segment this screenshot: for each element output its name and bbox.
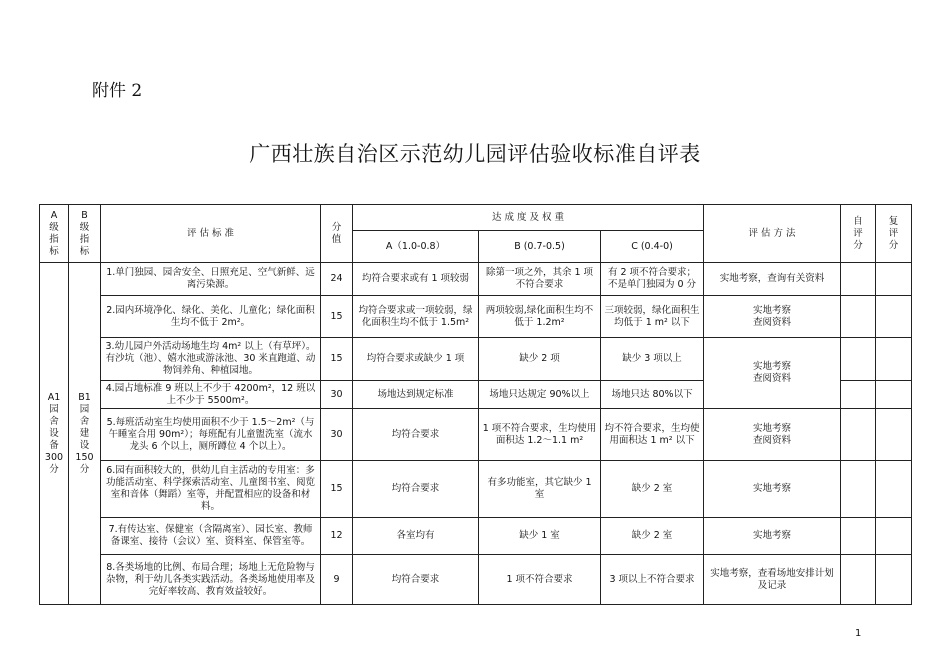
level-b-cell: 两项较弱,绿化面积生均不低于 1.2m²: [479, 296, 601, 338]
attachment-label: 附件 2: [92, 81, 143, 101]
level-a-cell: 各室均有: [353, 518, 479, 555]
level-a-cell: 均符合要求或一项较弱，绿化面积生均不低于 1.5m²: [353, 296, 479, 338]
self-score-cell[interactable]: [841, 555, 876, 605]
level-a-cell: 均符合要求或缺少 1 项: [353, 338, 479, 381]
level-c-cell: 缺少 2 室: [601, 461, 704, 518]
level-a-cell: 均符合要求: [353, 555, 479, 605]
level-b-cell: 缺少 2 项: [479, 338, 601, 381]
level-a-cell: 场地达到规定标准: [353, 381, 479, 409]
score-cell: 12: [321, 518, 353, 555]
level-b-cell: 1 项不符合要求，生均使用面积达 1.2～1.1 m²: [479, 409, 601, 461]
criteria-cell: 5.每班活动室生均使用面积不少于 1.5～2m²（与午睡室合用 90m²）；每班配有儿童盥洗室（流水龙头 6 个以上，厕所蹲位 4 个以上）。: [101, 409, 321, 461]
criteria-cell: 6.园有面积较大的，供幼儿自主活动的专用室：多功能活动室、科学探索活动室、儿童图书室、阅览室和音体（舞蹈）室等，并配置相应的设备和材料。: [101, 461, 321, 518]
self-score-cell[interactable]: [841, 409, 876, 461]
evaluation-table: [39, 204, 912, 605]
criteria-cell: 4.园占地标准 9 班以上不少于 4200m²，12 班以上不少于 5500m²。: [101, 381, 321, 409]
header-method: 评 估 方 法: [704, 205, 841, 263]
level-b-cell: 缺少 1 室: [479, 518, 601, 555]
score-cell: 15: [321, 296, 353, 338]
criteria-cell: 2.园内环境净化、绿化、美化、儿童化；绿化面积生均不低于 2m²。: [101, 296, 321, 338]
self-score-cell[interactable]: [841, 381, 876, 409]
table-row: [40, 555, 912, 605]
page-number: 1: [855, 628, 862, 639]
method-cell: 实地考察 查阅资料: [704, 338, 841, 409]
review-score-cell[interactable]: [876, 263, 912, 296]
level-a-cell: 均符合要求: [353, 461, 479, 518]
self-score-cell[interactable]: [841, 461, 876, 518]
table-row: [40, 263, 912, 296]
criteria-cell: 1.单门独园、园舍安全、日照充足、空气新鲜、远离污染源。: [101, 263, 321, 296]
level-a-cell: 均符合要求或有 1 项较弱: [353, 263, 479, 296]
review-score-cell[interactable]: [876, 381, 912, 409]
level-b-cell: 有多功能室，其它缺少 1 室: [479, 461, 601, 518]
table-row: [40, 338, 912, 381]
self-score-cell[interactable]: [841, 263, 876, 296]
page-title: 广西壮族自治区示范幼儿园评估验收标准自评表: [249, 142, 701, 166]
b1-indicator: B1 园 舍 建 设 150 分: [69, 263, 101, 605]
review-score-cell[interactable]: [876, 296, 912, 338]
header-score: 分 值: [321, 205, 353, 263]
level-c-cell: 缺少 2 室: [601, 518, 704, 555]
criteria-cell: 7.有传达室、保健室（含隔离室）、园长室、教师备课室、接待（会议）室、资料室、保管室等。: [101, 518, 321, 555]
method-cell: 实地考察: [704, 518, 841, 555]
method-cell: 实地考察 查阅资料: [704, 296, 841, 338]
level-a-cell: 均符合要求: [353, 409, 479, 461]
method-cell: 实地考察，查询有关资料: [704, 263, 841, 296]
criteria-cell: 3.幼儿园户外活动场地生均 4m² 以上（有草坪）。有沙坑（池）、嬉水池或游泳池、30 米直跑道、动物饲养角、种植园地。: [101, 338, 321, 381]
table-row: [40, 409, 912, 461]
table-row: [40, 296, 912, 338]
score-cell: 15: [321, 461, 353, 518]
level-c-cell: 有 2 项不符合要求；不是单门独园为 0 分: [601, 263, 704, 296]
score-cell: 24: [321, 263, 353, 296]
header-criteria: 评 估 标 准: [101, 205, 321, 263]
level-c-cell: 场地只达 80%以下: [601, 381, 704, 409]
review-score-cell[interactable]: [876, 409, 912, 461]
a1-indicator: A1 园 舍 设 备 300 分: [40, 263, 69, 605]
header-self-score: 自 评 分: [841, 205, 876, 263]
review-score-cell[interactable]: [876, 555, 912, 605]
self-score-cell[interactable]: [841, 296, 876, 338]
self-score-cell[interactable]: [841, 518, 876, 555]
method-cell: 实地考察: [704, 461, 841, 518]
self-score-cell[interactable]: [841, 338, 876, 381]
review-score-cell[interactable]: [876, 518, 912, 555]
method-cell: 实地考察 查阅资料: [704, 409, 841, 461]
header-a-level: A 级 指 标: [40, 205, 69, 263]
level-c-cell: 缺少 3 项以上: [601, 338, 704, 381]
method-cell: 实地考察，查看场地安排计划及记录: [704, 555, 841, 605]
level-c-cell: 均不符合要求，生均使用面积达 1 m² 以下: [601, 409, 704, 461]
header-level-b: B (0.7-0.5): [479, 231, 601, 263]
header-review-score: 复 评 分: [876, 205, 912, 263]
header-level-a: A（1.0-0.8）: [353, 231, 479, 263]
level-b-cell: 除第一项之外，其余 1 项不符合要求: [479, 263, 601, 296]
level-c-cell: 3 项以上不符合要求: [601, 555, 704, 605]
review-score-cell[interactable]: [876, 338, 912, 381]
score-cell: 15: [321, 338, 353, 381]
level-b-cell: 场地只达规定 90%以上: [479, 381, 601, 409]
level-b-cell: 1 项不符合要求: [479, 555, 601, 605]
score-cell: 9: [321, 555, 353, 605]
header-achievement: 达 成 度 及 权 重: [353, 205, 704, 231]
criteria-cell: 8.各类场地的比例、布局合理；场地上无危险物与杂物，利于幼儿各类实践活动。各类场地使用率及完好率较高、教育效益较好。: [101, 555, 321, 605]
header-b-level: B 级 指 标: [69, 205, 101, 263]
level-c-cell: 三项较弱，绿化面积生均低于 1 m² 以下: [601, 296, 704, 338]
score-cell: 30: [321, 409, 353, 461]
table-row: [40, 461, 912, 518]
score-cell: 30: [321, 381, 353, 409]
header-level-c: C (0.4-0): [601, 231, 704, 263]
review-score-cell[interactable]: [876, 461, 912, 518]
table-row: [40, 518, 912, 555]
